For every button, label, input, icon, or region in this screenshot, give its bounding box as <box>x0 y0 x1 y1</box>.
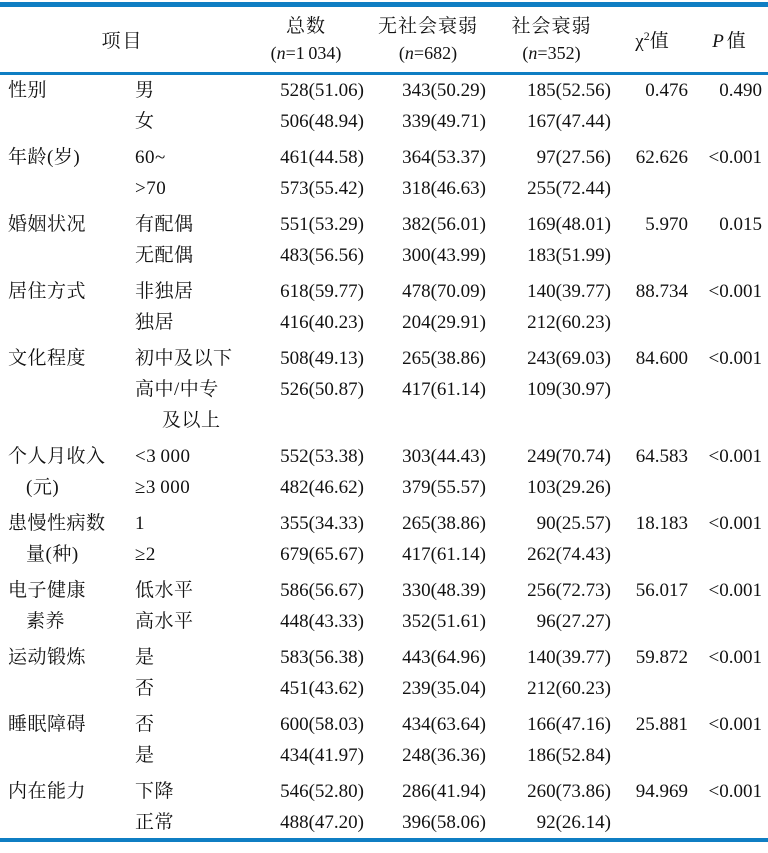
chi-suffix: 值 <box>649 31 669 52</box>
table-row <box>0 405 768 436</box>
row-item-label: 1 <box>135 513 145 534</box>
cell-total: 508(49.13) <box>280 348 364 369</box>
column-header-p-value <box>690 26 768 53</box>
table-row <box>0 740 768 771</box>
table-row <box>0 807 768 838</box>
cell-no-frailty: 478(70.09) <box>402 281 486 302</box>
cell-frailty: 140(39.77) <box>527 647 611 668</box>
row-item-label: 是 <box>135 647 155 668</box>
cell-p-value: <0.001 <box>708 348 762 369</box>
cell-no-frailty: 339(49.71) <box>402 111 486 132</box>
row-item-label: 低水平 <box>135 580 194 601</box>
cell-frailty: 256(72.73) <box>527 580 611 601</box>
table-row <box>0 75 768 106</box>
table-row <box>0 508 768 539</box>
p-symbol: P <box>712 31 724 52</box>
column-header-frailty <box>489 13 614 67</box>
cell-p-value: <0.001 <box>708 580 762 601</box>
cell-total: 526(50.87) <box>280 379 364 400</box>
cell-no-frailty: 318(46.63) <box>402 178 486 199</box>
cell-frailty: 212(60.23) <box>527 678 611 699</box>
row-item-label: 无配偶 <box>135 245 194 266</box>
cell-frailty: 260(73.86) <box>527 781 611 802</box>
cell-chi-square: 25.881 <box>635 714 688 735</box>
cell-no-frailty: 343(50.29) <box>402 80 486 101</box>
cell-no-frailty: 417(61.14) <box>402 544 486 565</box>
n-value: =352) <box>537 43 581 64</box>
cell-no-frailty: 204(29.91) <box>402 312 486 333</box>
cell-no-frailty: 330(48.39) <box>402 580 486 601</box>
table-row <box>0 142 768 173</box>
cell-frailty: 249(70.74) <box>527 446 611 467</box>
row-category-label: 电子健康 <box>8 580 87 601</box>
cell-frailty: 96(27.27) <box>536 611 611 632</box>
row-category-label: 婚姻状况 <box>8 214 87 235</box>
row-category-label: 睡眠障碍 <box>8 714 87 735</box>
cell-no-frailty: 265(38.86) <box>402 348 486 369</box>
row-category-label: 个人月收入 <box>8 446 106 467</box>
column-header-no-frailty-n <box>367 40 489 66</box>
row-category-label: 运动锻炼 <box>8 647 87 668</box>
cell-chi-square: 62.626 <box>635 147 688 168</box>
table-row <box>0 173 768 204</box>
cell-total: 583(56.38) <box>280 647 364 668</box>
cell-p-value: <0.001 <box>708 281 762 302</box>
cell-chi-square: 59.872 <box>635 647 688 668</box>
row-category-label: 内在能力 <box>8 781 87 802</box>
cell-p-value: <0.001 <box>708 714 762 735</box>
row-item-label: ≥2 <box>135 544 156 565</box>
cell-total: 482(46.62) <box>280 477 364 498</box>
cell-chi-square: 84.600 <box>635 348 688 369</box>
n-symbol: n <box>528 43 538 64</box>
cell-no-frailty: 443(64.96) <box>402 647 486 668</box>
cell-frailty: 90(25.57) <box>536 513 611 534</box>
cell-no-frailty: 364(53.37) <box>402 147 486 168</box>
row-item-label: 下降 <box>135 781 175 802</box>
paren-open: ( <box>522 43 529 64</box>
table-row <box>0 539 768 570</box>
cell-frailty: 140(39.77) <box>527 281 611 302</box>
cell-no-frailty: 239(35.04) <box>402 678 486 699</box>
column-header-chi-square <box>614 26 690 53</box>
row-item-label: 否 <box>135 678 155 699</box>
cell-frailty: 183(51.99) <box>527 245 611 266</box>
cell-p-value: <0.001 <box>708 647 762 668</box>
column-header-item: 项目 <box>101 31 144 52</box>
cell-frailty: 97(27.56) <box>536 147 611 168</box>
table-row <box>0 575 768 606</box>
row-item-label: 否 <box>135 714 155 735</box>
cell-total: 551(53.29) <box>280 214 364 235</box>
chi-symbol: χ <box>635 31 644 52</box>
row-category-label: 居住方式 <box>8 281 87 302</box>
cell-total: 679(65.67) <box>280 544 364 565</box>
table-row <box>0 441 768 472</box>
table-row <box>0 776 768 807</box>
cell-p-value: 0.015 <box>719 214 762 235</box>
row-item-label: 高中/中专 <box>135 379 219 400</box>
column-header-total <box>245 13 367 67</box>
cell-chi-square: 88.734 <box>635 281 688 302</box>
row-item-label: 有配偶 <box>135 214 194 235</box>
column-header-frailty-title: 社会衰弱 <box>511 15 592 37</box>
cell-frailty: 255(72.44) <box>527 178 611 199</box>
cell-total: 506(48.94) <box>280 111 364 132</box>
p-suffix: 值 <box>726 31 746 52</box>
cell-no-frailty: 382(56.01) <box>402 214 486 235</box>
row-item-label: 60~ <box>135 147 166 168</box>
row-category-label: 量(种) <box>26 544 79 565</box>
row-item-label: ≥3 000 <box>135 477 191 498</box>
table-row <box>0 240 768 271</box>
row-item-label: 男 <box>135 80 155 101</box>
cell-total: 483(56.56) <box>280 245 364 266</box>
cell-total: 618(59.77) <box>280 281 364 302</box>
cell-total: 573(55.42) <box>280 178 364 199</box>
n-value: =1 034) <box>285 43 342 64</box>
paren-open: ( <box>398 43 405 64</box>
cell-total: 528(51.06) <box>280 80 364 101</box>
table-row <box>0 276 768 307</box>
cell-p-value: 0.490 <box>719 80 762 101</box>
cell-total: 448(43.33) <box>280 611 364 632</box>
chi-superscript: 2 <box>643 29 650 43</box>
cell-frailty: 103(29.26) <box>527 477 611 498</box>
cell-chi-square: 18.183 <box>635 513 688 534</box>
cell-total: 488(47.20) <box>280 812 364 833</box>
cell-chi-square: 5.970 <box>645 214 688 235</box>
table-body <box>0 75 768 838</box>
cell-frailty: 243(69.03) <box>527 348 611 369</box>
table-row <box>0 673 768 704</box>
cell-total: 546(52.80) <box>280 781 364 802</box>
table-row <box>0 709 768 740</box>
row-category-label: 文化程度 <box>8 348 87 369</box>
row-item-label: 初中及以下 <box>135 348 233 369</box>
cell-p-value: <0.001 <box>708 147 762 168</box>
row-item-label: 高水平 <box>135 611 194 632</box>
table-bottom-rule <box>0 838 768 842</box>
cell-no-frailty: 434(63.64) <box>402 714 486 735</box>
cell-total: 552(53.38) <box>280 446 364 467</box>
row-item-label: 女 <box>135 111 155 132</box>
table-row <box>0 606 768 637</box>
column-header-total-title: 总数 <box>285 15 326 37</box>
cell-chi-square: 94.969 <box>635 781 688 802</box>
row-item-label: 及以上 <box>162 410 221 431</box>
table-row <box>0 106 768 137</box>
table-row <box>0 374 768 405</box>
cell-frailty: 186(52.84) <box>527 745 611 766</box>
cell-frailty: 167(47.44) <box>527 111 611 132</box>
row-item-label: <3 000 <box>135 446 191 467</box>
table-row <box>0 642 768 673</box>
column-header-total-n <box>245 40 367 66</box>
row-category-label: 患慢性病数 <box>8 513 106 534</box>
table-row <box>0 307 768 338</box>
row-item-label: 是 <box>135 745 155 766</box>
cell-chi-square: 0.476 <box>645 80 688 101</box>
cell-total: 434(41.97) <box>280 745 364 766</box>
cell-total: 416(40.23) <box>280 312 364 333</box>
cell-total: 355(34.33) <box>280 513 364 534</box>
column-header-no-frailty-title: 无社会衰弱 <box>377 15 478 37</box>
cell-frailty: 212(60.23) <box>527 312 611 333</box>
cell-total: 586(56.67) <box>280 580 364 601</box>
cell-no-frailty: 379(55.57) <box>402 477 486 498</box>
cell-frailty: 109(30.97) <box>527 379 611 400</box>
cell-no-frailty: 417(61.14) <box>402 379 486 400</box>
n-symbol: n <box>404 43 414 64</box>
row-category-label: 性别 <box>8 80 48 101</box>
column-header-frailty-n <box>489 40 614 66</box>
cell-p-value: <0.001 <box>708 446 762 467</box>
cell-no-frailty: 396(58.06) <box>402 812 486 833</box>
cell-frailty: 169(48.01) <box>527 214 611 235</box>
table-row <box>0 472 768 503</box>
cell-no-frailty: 265(38.86) <box>402 513 486 534</box>
row-item-label: >70 <box>135 178 167 199</box>
cell-p-value: <0.001 <box>708 513 762 534</box>
cell-frailty: 166(47.16) <box>527 714 611 735</box>
n-symbol: n <box>276 43 286 64</box>
cell-p-value: <0.001 <box>708 781 762 802</box>
cell-no-frailty: 286(41.94) <box>402 781 486 802</box>
table-row <box>0 209 768 240</box>
table-row <box>0 343 768 374</box>
cell-total: 461(44.58) <box>280 147 364 168</box>
cell-frailty: 262(74.43) <box>527 544 611 565</box>
paren-open: ( <box>270 43 277 64</box>
row-category-label: 素养 <box>26 611 66 632</box>
row-item-label: 非独居 <box>135 281 194 302</box>
cell-no-frailty: 300(43.99) <box>402 245 486 266</box>
column-header-no-frailty <box>367 13 489 67</box>
table-header-row <box>0 7 768 72</box>
row-category-label: 年龄(岁) <box>8 147 81 168</box>
cell-frailty: 92(26.14) <box>536 812 611 833</box>
row-item-label: 独居 <box>135 312 175 333</box>
cell-chi-square: 64.583 <box>635 446 688 467</box>
cell-frailty: 185(52.56) <box>527 80 611 101</box>
row-item-label: 正常 <box>135 812 175 833</box>
cell-no-frailty: 352(51.61) <box>402 611 486 632</box>
cell-chi-square: 56.017 <box>635 580 688 601</box>
n-value: =682) <box>413 43 458 64</box>
cell-no-frailty: 248(36.36) <box>402 745 486 766</box>
row-category-label: (元) <box>26 477 60 498</box>
cell-total: 451(43.62) <box>280 678 364 699</box>
cell-total: 600(58.03) <box>280 714 364 735</box>
cell-no-frailty: 303(44.43) <box>402 446 486 467</box>
